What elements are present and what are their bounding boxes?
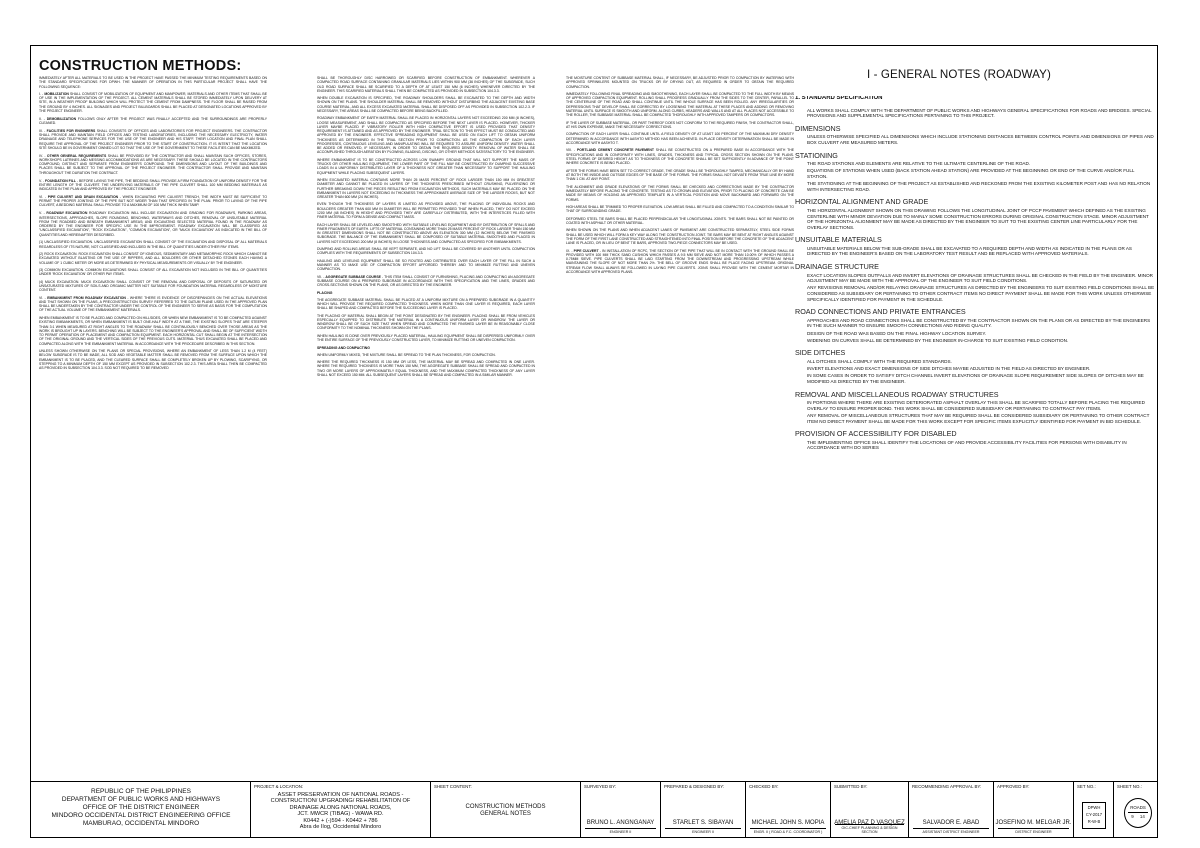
- section-heading: FACILITIES FOR ENGINEERS: [46, 128, 96, 133]
- paragraph: WHEN UNIFORMLY MIXED, THE MIXTURE SHALL BE SPREAD TO THE PLAN THICKNESS, FOR COMPACTION.: [317, 352, 496, 357]
- agency-line: REPUBLIC OF THE PHILIPPINES: [91, 788, 191, 795]
- signatory-title: OIC-CHIEF PLANNING & DESIGN SECTION: [835, 824, 904, 834]
- paragraph: HIGH AREAS SHALL BE TRIMMED TO PROPER ELEVATION. LOW AREAS SHALL BE FILLED AND COMPACTED TO A CONDITION SIMILAR TO THAT OF SURROUNDING GRADE.: [566, 204, 794, 214]
- paragraph: (1) UNCLASSIFIED EXCAVATION. UNCLASSIFIED EXCAVATION SHALL CONSIST OF THE EXCAVATION AND DISPOSAL OF ALL MATERIALS REGARDLESS OF ITS NATURE, NOT CLASSIFIED AND INCLUDED IN THE BILL OF QUANTITIES UNDER OTHER PAY ITEMS.: [39, 240, 267, 249]
- notes-item: ANY REMOVAL OF MISCELLANEOUS STRUCTURES THAT MAY BE REQUIRED SHALL BE CONSIDERED SUBSIDIARY OR PERTAINING TO OTHER CONTRACT ITEM NO DIRECT PAYMENT SHALL BE MADE FOR THIS WORK EXCEPT FOR SPECIFIC ITEMS EXPLICITLY IDENTIFIED FOR PAYMENT IN BID SCHEDULE.: [807, 412, 1150, 424]
- agency-line: DEPARTMENT OF PUBLIC WORKS AND HIGHWAYS: [61, 796, 221, 803]
- paragraph: AFTER THE FORMS HAVE BEEN SET TO CORRECT GRADE, THE GRADE SHALL BE THOROUGHLY TAMPED, MECHANICALLY OR BY HAND AT BOTH THE INSIDE AND OUTSIDE EDGES OF THE BASE OF THE FORMS. THE FORMS SHALL NOT DEVIATE FROM TRUE LINE BY MORE THAN 1 CM. AT ANY POINT.: [566, 168, 794, 182]
- section-text: SHALL CONSISTS OF OFFICES AND LABORATORIES FOR PROJECT ENGINEERS. THE CONTRACTOR SHALL PROVIDE AND MAINTAIN FIELD OFFICES AND TESTING LABORATORIES, INCLUDING THE NECESSARY ELECTRICITY, WATER DRAINAGE AND TELEPHONE SERVICES FOR THE USE OF THE ENGINEER AND HIS STAFF. THEIR LOCATION AND FINAL PLAN SHALL REQUIRE THE APPROVAL OF THE PROJECT ENGINEER PRIOR TO THE START OF CONSTRUCTION. IT IS INTENT THAT THE LOCATION SITE SHOULD BE IN GOVERNMENT OWNED LOT SO THAT THE USE OF THE GOVERNMENT TO THESE FACILITIES CAN BE MAXIMIZED.: [39, 128, 267, 150]
- paragraph: SHALL BE THOROUGHLY DISC HARROWED OR SCARIFIED BEFORE CONSTRUCTION OF EMBANKMENT. WHEREVER A COMPACTED ROAD SURFACE CONTAINING GRANULAR MATERIALS LIES WITHIN 900 MM (36 INCHES) OF THE SUBGRADE, SUCH OLD ROAD SURFACE SHALL BE SCARIFIED TO A DEPTH OF AT LEAST 150 MM (6 INCHES) WHENEVER DIRECTED BY THE ENGINEER. THIS SCARIFIED MATERIALS SHALL THEN BE COMPACTED AS PROVIDED IN SUBSECTION 104.3.3.: [317, 76, 535, 93]
- sheet-number: 9: [1131, 814, 1134, 819]
- section-text: SHALL BE PROVIDED BY THE CONTRACTOR AND SHALL MAINTAIN SUCH OFFICES, STORES, WORKSHOPS LATRINES AND MESSING ACCOMMODATIONS AS ARE NECESSARY. THESE SHOULD BE LOCATED IN THE CONTRACTORS COMPOUND, DISTINCT AND SEPARATE FROM ENGINEER'S COMPOUND. THE DIMENSIONS AND LAYOUT OF THE BUILDINGS AND PLACES SHALL BE SUBJECT TO THE APPROVAL OF THE PROJECT ENGINEER. THE CONTRACTOR SHALL PROVIDE AND MAINTAIN THROUGHOUT THE DURATION THE CONTRACT.: [39, 153, 267, 175]
- signatory-name: STARLET S. SIBAYAN: [672, 820, 734, 826]
- section-number: VIII. -: [566, 148, 576, 153]
- signatory-role-label: SUBMITTED BY:: [834, 784, 868, 789]
- sheet-code: ROADS: [1130, 805, 1146, 810]
- section-number: VI. -: [39, 194, 47, 199]
- paragraph: THE AGGREGATE SUBBASE MATERIAL SHALL BE PLACED AT A UNIFORM MIXTURE ON A PREPARED SUBGRADE IN A QUANTITY WHICH WILL PROVIDE THE REQUIRED COMPACTED THICKNESS. WHEN MORE THAN ONE LAYER IS REQUIRED, EACH LAYER SHALL BE SHAPED AND COMPACTED BEFORE THE SUCCEEDING LAYER IS PLACED.: [317, 297, 535, 311]
- drawing-sheet: [30, 45, 1158, 838]
- paragraph: WHERE EMBANKMENT IS TO BE CONSTRUCTED ACROSS LOW SWAMPY GROUND THAT WILL NOT SUPPORT THE MASS OF TRUCKS OR OTHER HAULING EQUIPMENT, THE LOWER PART OF THE FILL MAY BE CONSTRUCTED BY DUMPING SUCCESSIVE LOADS IN A UNIFORMLY DISTRIBUTED LAYER OF A THICKNESS NOT GREATER THAN NECESSARY TO SUPPORT THE HAULING EQUIPMENT WHILE PLACING SUBSEQUENT LAYERS.: [317, 157, 535, 175]
- notes-item: UNSUITABLE MATERIALS BELOW THE SUB-GRADE SHALL BE EXCAVATED TO A REQUIRED DEPTH AND WIDTH AS INDICATED IN THE PLANS OR AS DIRECTED BY THE ENGINEER'S BASED ON THE LABORATORY TEST RESULT AND BE REPLACED WITH APPROVED MATERIALS.: [807, 245, 1132, 257]
- general-notes-title: I - GENERAL NOTES (ROADWAY): [867, 68, 1051, 81]
- notes-item: ALL DITCHES SHALL COMPLY WITH THE REQUIRED STANDARDS.: [807, 358, 952, 364]
- paragraph: THE ALIGNMENT AND GRADE ELEVATIONS OF THE FORMS SHALL BE CHECKED AND CORRECTIONS MADE BY THE CONTRACTOR IMMEDIATELY BEFORE PLACING THE CONCRETE. TESTING AS TO CROWN AND ELEVATION, PRIOR TO PLACING OF CONCRETE CAN BE MADE BY MEANS OF HOLDING AN APPROVED TEMPLATE IN A VERTICAL POSITION AND MOVE BACKWARD AND FORWARD ON THE FORMS.: [566, 184, 794, 202]
- notes-item: THE IMPLEMENTING OFFICE SHALL IDENTIFY THE LOCATIONS OF AND PROVIDE ACCESSIBILITY FACILITIES FOR PERSONS WITH DISABILITY IN ACCORDANCE WITH DO SERIES: [807, 439, 1127, 451]
- signatory-name: SALVADOR E. ABAD: [922, 820, 980, 826]
- paragraph: THE PLACING OF MATERIAL SHALL BEGIN AT THE POINT DESIGNATED BY THE ENGINEER. PLACING SHALL BE FROM VEHICLES ESPECIALLY EQUIPPED TO DISTRIBUTE THE MATERIAL IN A CONTINUOUS UNIFORM LAYER OR WINDROW. THE LAYER OR WINDROW SHALL BE OF SUCH SIZE THAT WHEN SPREAD AND COMPACTED THE FINISHED LAYER BE IN REASONABLY CLOSE CONFORMITY TO THE NOMINAL THICKNESS SHOWN ON THE PLANS.: [317, 313, 535, 331]
- agency-line: MAMBURAO, OCCIDENTAL MINDORO: [82, 820, 200, 827]
- section-number: V. -: [39, 178, 45, 183]
- notes-section-heading: DIMENSIONS: [795, 123, 841, 133]
- method-section: [39, 179, 267, 192]
- section-text: - IN INSTALLATION OF RCPC, THE SECTION OF THE PIPE THAT WILL BE IN CONTACT WITH THE GROUND SHALL BE PROVIDED WITH 100 MM THICK SAND CUSHION WHICH PASSES A 9.5 MM SIEVE AND NOT MORE THAN 10.00% OF WHICH PASSES A 0.75MM SIEVE. PIPE CULVERTS SHALL BE LAID STARTING FROM THE DOWNSTREAM AND PROGRESSING UPSTREAM WHILE MAINTAINING THE SLOPE OF NOT MORE THAN 2%. THE BELL OF GROOVE ENDS SHALL BE PLACE FACING UPSTREAM. ORIGINAL STREAM FLOW SHALL ALWAYS BE FOLLOWED IN LAYING PIPE CULVERTS. JOINS SHALL PROVIDE WITH THE CEMENT MORTAR IN ACCORDANCE WITH APPROVED PLANS.: [566, 248, 794, 274]
- page-title: CONSTRUCTION METHODS:: [39, 58, 242, 74]
- set-no-label: SET NO.:: [1077, 784, 1096, 789]
- paragraph: THE MOISTURE CONTENT OF SUBBASE MATERIAL SHALL, IF NECESSARY, BE ADJUSTED PRIOR TO COMPACTION BY WATERING WITH APPROVED SPRINKLERS MOUNTED ON TRUCKS OR BY DRYING OUT, AS REQUIRED IN ORDER TO OBTAIN THE REQUIRED COMPACTION.: [566, 76, 794, 89]
- section-heading: PIPE CULVERT AND DRAIN EXCAVATION: [47, 194, 119, 199]
- set-no-box: [1082, 802, 1106, 829]
- project-line: CONSTRUCTION/ UPGRADING/ REHABILITATION OF: [270, 798, 411, 805]
- paragraph: WHEN SHOWN ON THE PLANS AND WHEN ADJACENT LANES OF PAVEMENT ARE CONSTRUCTED SEPARATELY, STEEL SIDE FORMS SHALL BE USED WHICH WILL FORM A KEY WAY ALONG THE CONSTRUCTION JOINT. TIE BARS MAY BE BENT AT RIGHT ANGLES AGAINST THE FORM OF THE FIRST LANE CONSTRUCTED AND STRAIGHTENED INTO FINAL POSITION BEFORE THE CONCRETE OF THE ADJACENT LANE IS PLACED, OR IN LIEU OF BENT TIE BARS, APPROVED TWO-PIECE CONNECTORS MAY BE USED.: [566, 228, 794, 246]
- agency-name: [31, 788, 251, 828]
- section-text: - WHERE THERE IS EVIDENCE OF DISCREPANCIES ON THE ACTUAL ELEVATIONS AND THAT SHOWN ON THE PLANS, A PRECONSTRUCTION SURVEY REFERRED TO THE DATUM PLANE USED IN THE APPROVED PLAN SHALL BE UNDERTAKEN BY THE CONTRACTOR UNDER THE CONTROL OF THE ENGINEER TO SERVE AS BASIS FOR THE COMPUTATION OF THE ACTUAL VOLUME OF THE EMBANKMENT MATERIALS.: [39, 295, 267, 313]
- section-text: - BEFORE LAYING THE PIPE, THE BEDDING SHALL PROVIDE A FIRM FOUNDATION OF UNIFORM DENSITY FOR THE ENTIRE LENGTH OF THE CULVERT. THE UNDERLYING MATERIALS OF THE PIPE CULVERT SHALL 100 MM BEDDING MATERIALS AS INDICATED IN THE PLAN AND APPROVED BY THE PROJECT ENGINEER.: [39, 178, 267, 192]
- project-line: Abra de Ilog, Occidental Mindoro: [299, 824, 382, 831]
- project-location: [257, 792, 424, 830]
- standard-spec-heading: 1. STANDARD SPECIFICATION: [795, 96, 883, 101]
- paragraph: ROADWAY EMBANKMENT OF EARTH MATERIAL SHALL BE PLACED IN HORIZONTAL LAYERS NOT EXCEEDING 200 MM (8 INCHES), LOOSE MEASUREMENT, AND SHALL BE COMPACTED AS SPECIFIED BEFORE THE NEXT LAYER IS PLACED. HOWEVER, THICKER LAYER MAYBE PLACED IF VIBRATORY ROLLER WITH HIGH COMPACTIVE EFFORT IS USED PROVIDED THAT DENSITY REQUIREMENT IS ATTAINED AND AS APPROVED BY THE ENGINEER. TRIAL SECTION TO THIS EFFECT MUST BE CONDUCTED AND APPROVED BY THE ENGINEER. EFFECTIVE SPREADING EQUIPMENT SHALL BE USED ON EACH LIFT TO OBTAIN UNIFORM THICKNESS AS DETERMINED IN THE TRIAL SECTION PRIOR TO COMPACTION. AS THE COMPACTION OF EACH LAYER PROGRESSES, CONTINUOUS LEVELING AND MANIPULATING WILL BE REQUIRED TO ASSURE UNIFORM DENSITY. WATER SHALL BE ADDED OR REMOVED, IF NECESSARY, IN ORDER TO OBTAIN THE REQUIRED DENSITY. REMOVAL OF WATER SHALL BE ACCOMPLISHED THROUGH AERATION BY PLOWING, BLADING, DISCING, OR OTHER METHODS SATISFACTORY TO THE ENGINEER.: [317, 116, 535, 155]
- paragraph: IF THE LAYER OF SUBBASE MATERIAL, OR PART THEREOF DOES NOT CONFORM TO THE REQUIRED FINISH, THE CONTRACTOR SHALL, AT HIS OWN EXPENSE, MAKE THE NECESSARY CORRECTIONS.: [566, 120, 794, 129]
- method-section: [39, 154, 267, 175]
- sheet-content-line: GENERAL NOTES: [480, 811, 531, 817]
- signatory-title: ENGINEER II: [665, 828, 741, 834]
- signatory-title: ENGINEER II: [585, 828, 656, 834]
- signatory-role-label: SURVEYED BY:: [584, 784, 617, 789]
- section-text: ROADWAY EXCAVATION WILL INCLUDE EXCAVATION AND GRADING FOR ROADWAYS, PARKING AREAS, INTERSECTIONS, APPROACHES, SLOPE ROUNDING, BENCHING, WATERWAYS AND DITCHES, REMOVAL OF UNSUITABLE MATERIAL FROM THE ROADBED AND BENEATH EMBANKMENT AREAS; AND EXCAVATING SELECTED MATERIAL FOUND IN THE ROADWAY AS ORDERED BY THE ENGINEER FOR SPECIFIC USE IN THE IMPROVEMENT. ROADWAY EXCAVATION WILL BE CLASSIFIED AS "UNCLASSIFIED EXCAVATION", "ROCK EXCAVATION", "COMMON EXCAVATION", OR "MUCK EXCAVATION" AS INDICATED IN THE BILL OF QUANTITIES AND HEREINAFTER DESCRIBED.: [39, 211, 267, 237]
- project-cell: [251, 782, 431, 837]
- notes-section-heading: ROAD CONNECTIONS AND PRIVATE ENTRANCES: [795, 307, 966, 317]
- sheet-no-cell: [1114, 782, 1158, 837]
- signatory-name: JOSEFINO M. MELGAR JR.: [995, 820, 1072, 826]
- sheet-no-circle: [1124, 798, 1152, 828]
- signatory-cell: [581, 782, 661, 837]
- sheet-content-cell: [431, 782, 581, 837]
- title-block: [31, 781, 1157, 837]
- notes-item: DESIGN OF THE ROAD WAS BASED ON THE FINAL HIGHWAY LOCATION SURVEY.: [807, 330, 987, 336]
- notes-section-heading: PROVISION OF ACCESSIBILITY FOR DISABLED: [795, 429, 957, 439]
- section-number: IV. -: [39, 153, 46, 158]
- notes-section-heading: HORIZONTAL ALIGNMENT AND GRADE: [795, 197, 929, 207]
- paragraph: UNLESS SHOWN OTHERWISE ON THE PLANS OR SPECIAL PROVISIONS, WHERE AN EMBANKMENT OF LESS THAN 1.2 M (4 FEET) BELOW SUBGRADE IS TO BE MADE, ALL SOD AND VEGETABLE MATTER SHALL BE REMOVED FROM THE SURFACE UPON WHICH THE EMBANKMENT IS TO BE PLACED, AND THE CLEARED SURFACE SHALL BE COMPLETELY BROKEN UP BY PLOWING, SCARIFYING, OR STEPPING TO A MINIMUM DEPTH OF 150 MM EXCEPT AS PROVIDED IN SUBSECTION 102.2.3. THIS AREA SHALL THEN BE COMPACTED AS PROVIDED IN SUBSECTION 104.3.3. SOD NOT REQUIRED TO BE REMOVED: [39, 349, 267, 371]
- sheet-content-line: CONSTRUCTION METHODS: [465, 804, 546, 810]
- section-heading: OTHER GENERAL REQUIREMENTS: [46, 153, 107, 158]
- section-number: I. -: [39, 91, 44, 96]
- section-number: VII. -: [317, 274, 325, 279]
- paragraph: WHERE THE REQUIRED THICKNESS IS 150 MM OR LESS, THE MATERIAL MAY BE SPREAD AND COMPACTED IN ONE LAYER. WHERE THE REQUIRED THICKNESS IS MORE THAN 150 MM, THE AGGREGATE SUBBASE SHALL BE SPREAD AND COMPACTED IN TWO OR MORE LAYERS OF APPROXIMATELY EQUAL THICKNESS, AND THE MAXIMUM COMPACTED THICKNESS OF ANY LAYER SHALL NOT EXCEED 150 MM. ALL SUBSEQUENT LAYERS SHALL BE SPREAD AND COMPACTED IN A SIMILAR MANNER.: [317, 360, 535, 377]
- signatory-role-label: APPROVED BY:: [997, 784, 1030, 789]
- project-line: K0442 + (-)594 - K0442 + 786: [303, 817, 378, 824]
- notes-item: THE STATIONING AT THE BEGINNING OF THE PROJECT AS ESTABLISHED AND RECKONED FROM THE EXISTING KILOMETER POST AND HAS NO RELATION WITH INTERSECTING ROAD.: [807, 181, 1151, 192]
- paragraph: EACH LAYER SHALL BE LEVELED AND SMOOTHED WITH SUITABLE LEVELING EQUIPMENT AND BY DISTRIBUTION OF SPALLS AND FINER FRAGMENTS OF EARTH. LIFTS OF MATERIAL CONTAINING MORE THAN 25 MASS PERCENT OF ROCK LARGER THAN 150 MM IN GREATEST DIMENSIONS SHALL NOT BE CONSTRUCTED ABOVE AN ELEVATION 300 MM (12 INCHES) BELOW THE FINISHED SUBGRADE. THE BALANCE OF THE EMBANKMENT SHALL BE COMPOSED OF SUITABLE MATERIAL SMOOTHED AND PLACED IN LAYERS NOT EXCEEDING 200 MM (8 INCHES) IN LOOSE THICKNESS AND COMPACTED AS SPECIFIED FOR EMBANKMENTS.: [317, 222, 535, 244]
- section-number: VI. -: [39, 295, 46, 300]
- paragraph: IMMEDIATELY AFTER ALL MATERIALS TO BE USED IN THE PROJECT HAVE PASSED THE MINIMUM TESTING REQUIREMENTS BASED ON THE STANDARD SPECIFICATIONS FOR DPWH. THE MANNER OF OPERATION IN THIS PARTICULAR PROJECT SHALL HAVE THE FOLLOWING SEQUENCE:: [39, 76, 267, 89]
- paragraph: (3) COMMON EXCAVATION. COMMON EXCAVATIONS SHALL CONSIST OF ALL EXCAVATION NOT INCLUDED IN THE BILL OF QUANTITIES UNDER 'ROCK EXCAVATION' OR OTHER PAY ITEMS.: [39, 267, 267, 277]
- sheet-total: 14: [1139, 814, 1145, 819]
- notes-item: WIDENING ON CURVES SHALL BE DETERMINED BY THE ENGINEER IN-CHARGE TO SUIT EXISTING FIELD CONDITION.: [807, 337, 1069, 343]
- sheet-content-label: SHEET CONTENT:: [434, 784, 472, 789]
- methods-column-2: [317, 76, 535, 766]
- project-line: JCT. MWCR (TIBAG) - WAWA RD.: [297, 811, 384, 818]
- paragraph: WHEN EMBANKMENT IS TO BE PLACED AND COMPACTED ON HILLSIDES, OR WHEN NEW EMBANKMENT IS TO BE COMPACTED AGAINST EXISTING EMBANKMENTS, OR WHEN EMBANKMENT IS BUILT ONE-HALF WIDTH AT A TIME, THE EXISTING SLOPES THAT ARE STEEPER THAN 3:1 WHEN MEASURED AT RIGHT ANGLES TO THE ROADWAY SHALL BE CONTINUOUSLY BENCHED OVER THOSE AREAS AS THE WORK IS BROUGHT UP IN LAYERS. BENCHING WILL BE SUBJECT TO THE ENGINEER'S APPROVAL AND SHALL BE OF SUFFICIENT WIDTH TO PERMIT OPERATION OF PLACEMENT AND COMPACTION EQUIPMENT. EACH HORIZONTAL CUT SHALL BEGIN AT THE INTERSECTION OF THE ORIGINAL GROUND AND THE VERTICAL SIDES OF THE PREVIOUS CUTS. MATERIAL THUS EXCAVATED SHALL BE PLACED AND COMPACTED ALONG WITH THE EMBANKMENT MATERIAL IN ACCORDANCE WITH THE PROCEDURE DESCRIBED IN THIS SECTION.: [39, 316, 267, 346]
- signatory-cell: [909, 782, 994, 837]
- paragraph: HAULING AND LEVELING EQUIPMENT SHALL BE SO ROUTED AND DISTRIBUTED OVER EACH LAYER OF THE FILL IN SUCH A MANNER AS TO MAKE USE OF COMPACTION EFFORT AFFORDED THEREBY AND TO MINIMIZE RUTTING AND UNEVEN COMPACTION.: [317, 258, 535, 272]
- section-text: SHALL CONSIST OF MOBILIZATION OF EQUIPMENT AND MANPOWER, MATERIALS AND OTHER ITEMS THAT SHALL BE OF USE IN THE IMPLEMENTATION OF THE PROJECT. ALL CEMENT MATERIALS SHALL BE STORED IMMEDIATELY UPON DELIVERY AT SITE, IN A WEATHER PROOF BUILDING WHICH WILL PROTECT THE CEMENT FROM DAMPNESS. THE FLOOR SHALL BE RAISED FROM THE GROUND BY 4 INCHES. ALL SIGNAGES AND PROJECT BILLBOARDS SHALL BE PLACED AT DESIGNATED LOCATIONS APPROVED BY THE PROJECT ENGINEER.: [39, 91, 267, 113]
- paragraph: DEFORMED STEEL TIE BARS SHALL BE PLACED PERPENDICULAR THE LONGITUDINAL JOINTS. THE BARS SHALL NOT BE PAINTED OR COATED WITH ASPHALT OR OTHER MATERIAL.: [566, 216, 794, 225]
- signatory-cell: [831, 782, 909, 837]
- agency-line: OFFICE OF THE DISTRICT ENGINEER: [82, 804, 200, 811]
- subheading: PLACING: [317, 291, 333, 296]
- paragraph: DUMPING AND ROLLING AREAS SHALL BE KEPT SEPARATE, AND NO LIFT SHALL BE COVERED BY ANOTHER UNTIL COMPACTION COMPLIES WITH THE REQUIREMENTS OF SUBSECTION 104.3.3.: [317, 247, 535, 256]
- section-heading: ROADWAY EXCAVATION: [46, 211, 88, 216]
- section-text: SHALL BE CONSTRUCTED ON A PREPARED BASE IN ACCORDANCE WITH THE SPECIFICATIONS AND IN CONFORMITY WITH LINES, GRADES, THICKNESS AND TYPICAL CROSS SECTION SHOWN ON THE PLANS. STEEL FORMS OF DESIRED HEIGHT AS TO THICKNESS OF THE CONCRETE SHALL BE SET SUFFICIENTLY IN ADVANCE OF THE POINT WHERE CONCRETE IS BEING PLACED.: [566, 148, 794, 165]
- notes-item: INVERT ELEVATIONS AND EXACT DIMENSIONS OF SIDE DITCHES MAYBE ADJUSTED IN THE FIELD AS DIRECTED BY ENGINEER.: [807, 366, 1091, 372]
- general-notes: [795, 96, 1155, 636]
- notes-item: ANY REVISIONS REMOVAL AND/OR RELAYING DRAINAGE STRUCTURES AS DIRECTED BY THE ENGINEERS TO SUIT EXISTING FIELD CONDITIONS SHALL BE CONSIDERED AS SUBSIDIARY OR PERTAINING TO OTHER CONTRACT ITEMS NO DIRECT PAYMENT SHALL BE MADE FOR THIS WORK UNLESS OTHERWISE SPECIFICALLY IDENTIFIED FOR PAYMENT IN THE SCHEDULE.: [807, 285, 1155, 302]
- signatory-role-label: PREPARED & DESIGNED BY:: [664, 784, 725, 789]
- signatory-title: ENGR. II ( ROAD & F.C. COORDINATOR ): [750, 828, 826, 834]
- notes-item: IN PORTIONS WHERE THERE ARE EXISTING DETERIORATED ASPHALT OVERLAY THIS SHALL BE SCARIFIED TOTALLY BEFORE PLACING THE REQUIRED OVERLAY TO ENSURE PROPER BOND. THIS WORK SHALL BE CONSIDERED SUBSIDIARY OR PERTAINING TO CONTRACT PAY ITEMS.: [807, 400, 1145, 411]
- notes-section-heading: STATIONING: [795, 150, 838, 160]
- section-heading: AGGREGATE SUBBASE COURSE: [325, 274, 381, 279]
- notes-item: THE HORIZONTAL ALIGNMENT SHOWN ON THIS DRAWING FOLLOWS THE LONGITUDINAL JOINT OF PCCP PAVEMENT WHICH DEFINED AS THE EXISTING CENTERLINE WITH MINOR DEVIATION DUE TO MAINLY SOME CONSTRUCTION ERRORS DURING ORIGINAL CONSTRUCTION STAGE. MINOR ADJUSTMENT OF THE HORIZONTAL ALIGNMENT MAY BE MADE AS DIRECTED BY THE ENGINEER TO SUIT TO THE EXISTING CENTER LINE PARTICULARLY FOR THE OVERLAY SECTIONS.: [807, 207, 1149, 230]
- method-section: [39, 129, 267, 150]
- paragraph: WHEN DOUBLE EXCAVATION IS SPECIFIED, THE ROADWAY SHOULDERS SHALL BE EXCAVATED TO THE DEPTH AND WIDTH SHOWN ON THE PLANS. THE SHOULDER MATERIAL SHALL BE REMOVED WITHOUT DISTURBING THE ADJACENT EXISTING BASE COURSE MATERIAL, AND ALL EXCESS EXCAVATED MATERIAL SHALL BE DISPOSED OFF AS PROVIDED IN SUBSECTION 102.2.3. IF NECESSARY, THE AREAS SHALL BE COMPACTED BEFORE BEING BACKFILLED.: [317, 96, 535, 113]
- signatory-title: ASSISTANT DISTRICT ENGINEER: [913, 828, 989, 834]
- method-section: [39, 211, 267, 237]
- paragraph: WHEN HAULING IS DONE OVER PREVIOUSLY PLACED MATERIAL, HAULING EQUIPMENT SHALL BE DISPERSED UNIFORMLY OVER THE ENTIRE SURFACE OF THE PREVIOUSLY CONSTRUCTED LAYER, TO MINIMIZE RUTTING OR UNEVEN COMPACTION.: [317, 333, 535, 343]
- section-heading: FOUNDATION FILL: [45, 178, 76, 183]
- method-section: [39, 117, 267, 126]
- method-section: [39, 195, 267, 208]
- notes-item: THE ROAD STATIONS AND ELEMENTS ARE RELATIVE TO THE ULTIMATE CENTERLINE OF THE ROAD.: [807, 161, 1031, 167]
- paragraph: COMPACTION OF EACH LAYER SHALL CONTINUE UNTIL A FIELD DENSITY OF AT LEAST 100 PERCENT OF THE MAXIMUM DRY DENSITY DETERMINED IN ACCORDANCE WITH AASHTO METHOD HAS BEEN ACHIEVED. IN-PLACE DENSITY DETERMINATION SHALL BE MADE IN ACCORDANCE WITH AASHTO T.: [566, 132, 794, 145]
- method-section: [39, 296, 267, 313]
- set-line: DPWH: [1087, 805, 1101, 810]
- notes-item: APPROACHES AND ROAD CONNECTIONS SHALL BE CONSTRUCTED BY THE CONTRACTOR SHOWN ON THE PLANS OR AS DIRECTED BY THE ENGINEERS IN THE SUCH MANNER TO ENSURE SMOOTH CONNECTIONS AND RIDING QUALITY.: [807, 317, 1151, 329]
- agency-line: MINDORO OCCIDENTAL DISTRICT ENGINEERING OFFICE: [51, 812, 231, 819]
- paragraph: (4) MUCK EXCAVATION. MUCK EXCAVATION SHALL CONSIST OF THE REMOVAL AND DISPOSAL OF DEPOSITS OF SATURATED OR UNSATURATED MIXTURES OF SOILS AND ORGANIC MATTER NOT SUITABLE FOR FOUNDATION MATERIAL REGARDLESS OF MOISTURE CONTENT.: [39, 279, 267, 293]
- signatory-role-label: RECOMMENDING APPROVAL BY:: [912, 784, 982, 789]
- notes-item: EQUATIONS OF STATIONS WHEN USED (BACK STATION AHEAD STATION) ARE PROVIDED AT THE BEGINNING OR END OF THE CURVE AND/OR FULL STATION.: [807, 168, 1135, 179]
- set-line: CY-2017: [1085, 812, 1103, 817]
- set-line: R-W-B: [1087, 819, 1101, 824]
- section-number: II. -: [39, 116, 45, 121]
- project-label: PROJECT & LOCATION:: [254, 784, 304, 789]
- method-section: [566, 148, 794, 165]
- paragraph: WHEN EXCAVATED MATERIAL CONTAINS MORE THAN 25 MASS PERCENT OF ROCK LARGER THAN 150 MM IN GREATEST DIAMETER AND CANNOT BE PLACED IN LAYERS OF THE THICKNESS PRESCRIBED WITHOUT CRUSHING, PULVERIZING OR FURTHER BREAKING DOWN THE PIECES RESULTING FROM EXCAVATION METHODS, SUCH MATERIALS MAY BE PLACED ON THE EMBANKMENT IN LAYERS NOT EXCEEDING IN THICKNESS THE APPROXIMATE AVERAGE SIZE OF THE LARGER ROCKS, BUT NOT GREATER THAN 600 MM (24 INCHES).: [317, 178, 535, 199]
- notes-item: EXACT LOCATION SLOPES OUTFALLS AND INVERT ELEVATIONS OF DRAINAGE STRUCTURES SHALL BE CHECKED IN THE FIELD BY THE ENGINEER. MINOR ADJUSTMENT MAY BE MADE WITH THE APPROVAL OF THE ENGINEER TO SUIT FIELD CONDITIONS.: [807, 272, 1153, 284]
- signatory-name: BRUNO L. ANGNGANAY: [586, 820, 655, 826]
- project-line: ASSET PRESERVATION OF NATIONAL ROADS -: [277, 792, 404, 798]
- signatory-cell: [661, 782, 746, 837]
- signatory-title: DISTRICT ENGINEER: [998, 828, 1069, 834]
- method-section: [317, 275, 535, 288]
- subheading: SPREADING AND COMPACTING: [317, 346, 370, 351]
- notes-section-heading: SIDE DITCHES: [795, 348, 846, 358]
- paragraph: IMMEDIATELY FOLLOWING FINAL SPREADING AND SMOOTHENING, EACH LAYER SHALL BE COMPACTED TO THE FULL WIDTH BY MEANS OF APPROVED COMPACTION EQUIPMENT. ROLLING SHALL PROGRESS GRADUALLY FROM THE SIDES TO THE CENTER, PARALLEL TO THE CENTERLINE OF THE ROAD AND SHALL CONTINUE UNTIL THE WHOLE SURFACE HAS BEEN ROLLED. ANY IRREGULARITIES OR DEPRESSIONS THAT DEVELOP SHALL BE CORRECTED BY LOOSENING THE MATERIAL AT THESE PLACES AND ADDING OR REMOVING MATERIAL UNTIL SURFACE IS SMOOTH AND UNIFORM. ALONG CURBS, HEADERS AND WALLS AND AT ALL PLACES NOT ACCESSIBLE TO THE ROLLER, THE SUBBASE MATERIAL SHALL BE COMPACTED THOROUGHLY WITH APPROVED TAMPERS OR COMPACTORS.: [566, 91, 794, 118]
- section-heading: EMBANKMENT FROM ROADWAY EXCAVATION: [47, 295, 126, 300]
- signatory-name: AMELIA PAZ D VASQUEZ: [834, 820, 905, 826]
- agency-cell: [31, 782, 251, 837]
- notes-section-heading: REMOVAL AND MISCELLANEOUS ROADWAY STRUCTURES: [795, 389, 999, 399]
- notes-item: UNLESS OTHERWISE SPECIFIED ALL DIMENSIONS WHICH INCLUDE STATIONING DISTANCES BETWEEN CONTROL POINTS AND DIMENSIONS OF PIPES AND BOX CULVERT ARE MEASURED METERS.: [807, 134, 1154, 145]
- project-line: DRAINAGE ALONG NATIONAL ROADS,: [289, 804, 392, 811]
- paragraph: EVEN THOUGH THE THICKNESS OF LAYERS IS LIMITED AS PROVIDED ABOVE, THE PLACING OF INDIVIDUAL ROCKS AND BOULDERS GREATER THAN 600 MM IN DIAMETER WILL BE PERMITTED PROVIDED THAT WHEN PLACED, THEY DO NOT EXCEED 1200 MM (48 INCHES) IN HEIGHT AND PROVIDED THEY ARE CAREFULLY DISTRIBUTED, WITH THE INTERSTICES FILLED WITH FINER MATERIAL TO FORM A DENSE AND COMPACT MASS.: [317, 202, 535, 220]
- method-section: [39, 92, 267, 113]
- method-section: [566, 249, 794, 275]
- signatory-name: MICHAEL JOHN S. MOPIA: [751, 820, 825, 826]
- methods-column-1: [39, 76, 267, 766]
- section-number: III. -: [39, 128, 46, 133]
- section-text: FOLLOWS ONLY AFTER THE PROJECT WAS FINALLY ACCEPTED AND THE SURROUNDINGS ARE PROPERLY CLEANED.: [39, 116, 267, 126]
- section-text: - WHEN EXCAVATING PIPE CULVERT TRENCH, THE WIDTH MUST BE SUFFICIENT TO PERMIT THE PROPER JOINTING OF THE PIPE BUT NOT WIDER THAN THAT SPECIFIED IN THE PLAN. PRIOR TO LAYING OF THE PIPE CULVERT, A BEDDING MATERIAL SHALL PROVIDE TO A MAXIMUM OF 100 MM THICK WHEN TAMP.: [39, 194, 267, 208]
- set-no-cell: [1074, 782, 1114, 837]
- notes-section-heading: DRAINAGE STRUCTURE: [795, 262, 879, 272]
- section-heading: DEMOBILIZATION: [46, 116, 77, 121]
- signatory-cell: [746, 782, 831, 837]
- section-text: - THIS ITEM SHALL CONSIST OF FURNISHING, PLACING AND COMPACTING AN AGGREGATE SUBBASE COURSE ON A PREPARED SUBGRADE IN ACCORDANCE WITH THIS SPECIFICATION AND THE LINES, GRADES AND CROSS-SECTIONS SHOWN ON THE PLANS, OR AS DIRECTED BY THE ENGINEER.: [317, 274, 535, 288]
- paragraph: (2) ROCK EXCAVATION. ROCK EXCAVATION SHALL CONSIST OF IGNEOUS, SEDIMENTARY AND METAMORPHIC ROCK WHICH CANNOT BE EXCAVATED WITHOUT BLASTING OR THE USE OF RIPPERS, AND ALL BOULDERS OR OTHER DETACHED STONES EACH HAVING A VOLUME OF 1 CUBIC METER OR MORE AS DETERMINED BY PHYSICAL MEASUREMENTS OR VISUALLY BY THE ENGINEER.: [39, 252, 267, 265]
- methods-column-3: [566, 76, 794, 484]
- notes-item: IN SOME CASES IN ORDER TO SATISFY DITCH CHANNEL INVERT ELEVATIONS OF DRAINAGE SLOPE REQUIREMENT SIDE SLOPES OF DITCHES MAY BE MODIFIED AS DIRECTED BY THE ENGINEER.: [807, 373, 1144, 384]
- sheet-content: [431, 804, 580, 818]
- section-number: IX. -: [566, 248, 573, 253]
- notes-item: ALL WORKS SHALL COMPLY WITH THE DEPARTMENT OF PUBLIC WORKS AND HIGHWAYS GENERAL SPECIFICATIONS FOR ROADS AND BRIDGES. SPECIAL PROVISIONS AND SUPPLEMENTAL SPECIFICATIONS PERTAINING TO THIS PROJECT.: [807, 107, 1152, 119]
- signatory-role-label: CHECKED BY:: [749, 784, 779, 789]
- section-heading: PIPE CULVERT: [573, 248, 599, 253]
- sheet-no-label: SHEET NO.:: [1117, 784, 1142, 789]
- section-number: V. -: [39, 211, 45, 216]
- section-heading: MOBILIZATION: [44, 91, 69, 96]
- section-heading: PORTLAND CEMENT CONCRETE PAVEMENT: [576, 148, 654, 153]
- notes-section-heading: UNSUITABLE MATERIALS: [795, 235, 882, 245]
- signatory-cell: [994, 782, 1074, 837]
